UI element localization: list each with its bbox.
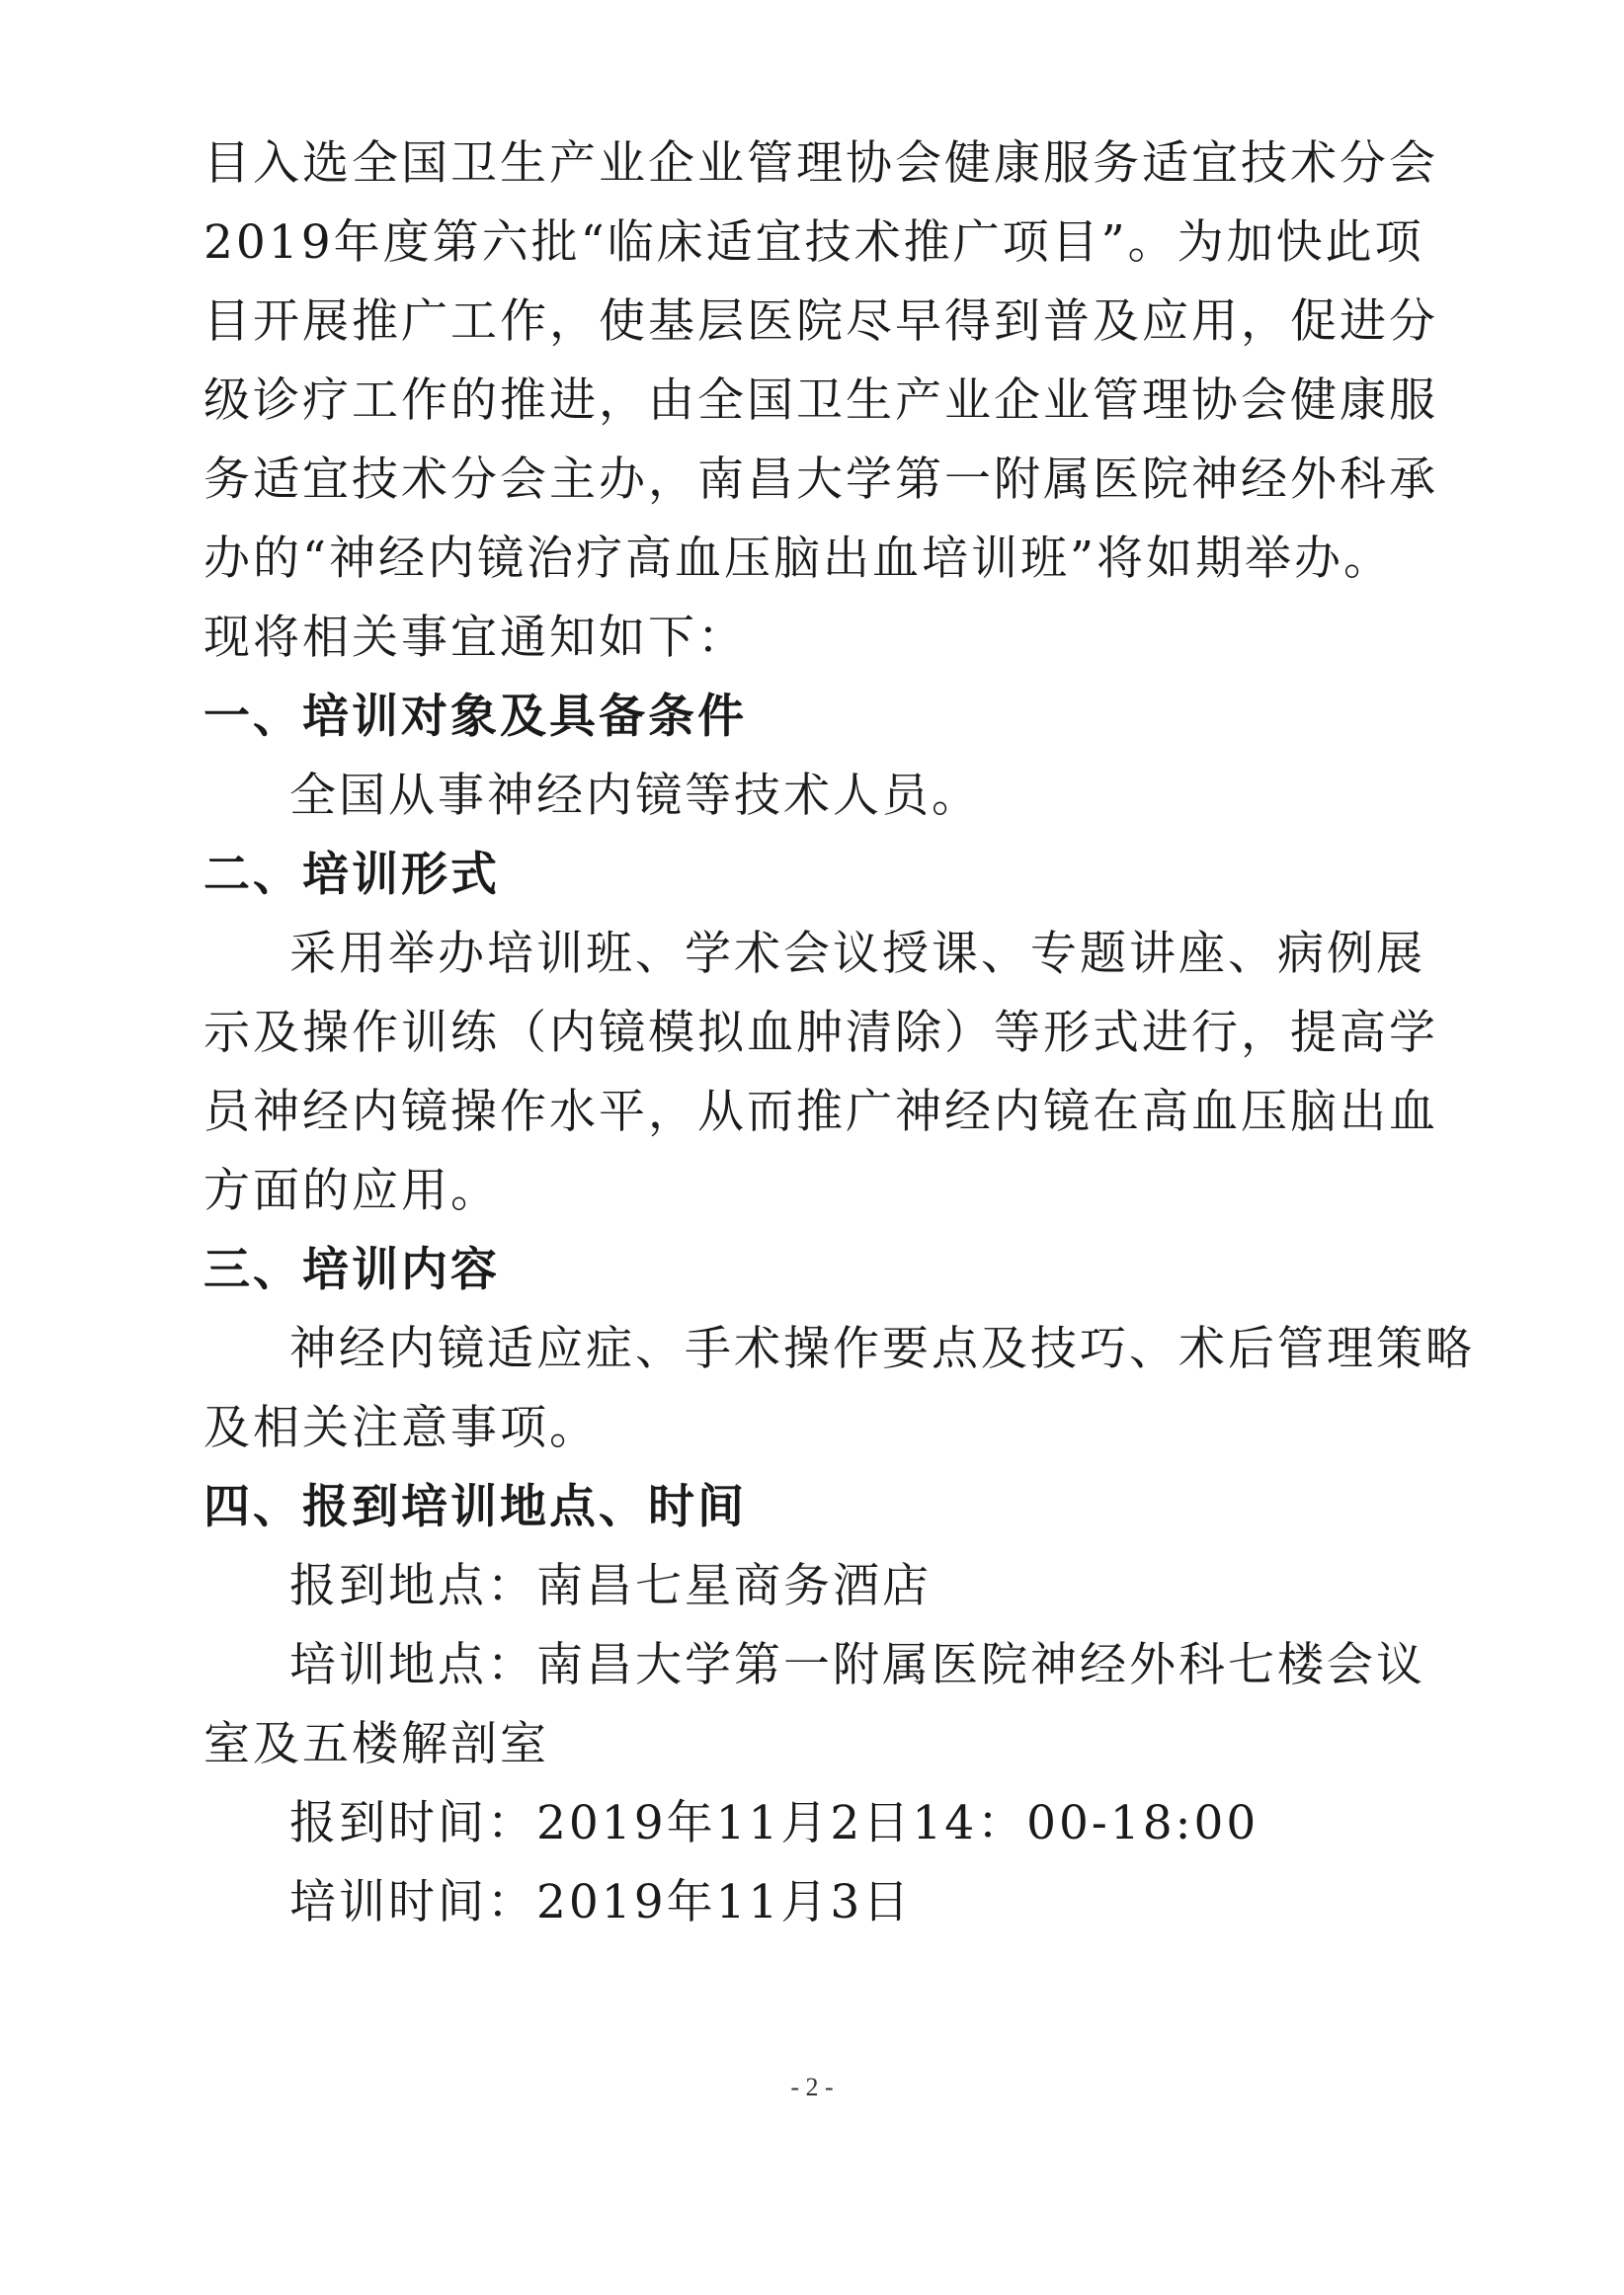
intro-line-3: 目开展推广工作，使基层医院尽早得到普及应用，促进分 [203,294,1438,349]
section-2-line-4: 方面的应用。 [203,1164,500,1218]
page-number: - 2 - [790,2073,834,2101]
section-4-line-1: 报到地点：南昌七星商务酒店 [289,1559,932,1613]
section-3-heading: 三、培训内容 [203,1243,500,1297]
intro-line-2: 2019年度第六批“临床适宜技术推广项目”。为加快此项 [203,215,1424,270]
section-4-line-2: 培训地点：南昌大学第一附属医院神经外科七楼会议 [289,1638,1425,1692]
intro-line-4: 级诊疗工作的推进，由全国卫生产业企业管理协会健康服 [203,373,1438,428]
section-1-line-1: 全国从事神经内镜等技术人员。 [289,769,981,823]
intro-line-1: 目入选全国卫生产业企业管理协会健康服务适宜技术分会 [203,136,1438,191]
section-4-line-3: 室及五楼解剖室 [203,1717,549,1771]
section-1-heading: 一、培训对象及具备条件 [203,690,747,744]
section-4-line-5: 培训时间：2019年11月3日 [289,1875,913,1929]
section-2-line-3: 员神经内镜操作水平，从而推广神经内镜在高血压脑出血 [203,1085,1438,1139]
section-4-heading: 四、报到培训地点、时间 [203,1480,747,1534]
section-3-line-1: 神经内镜适应症、手术操作要点及技巧、术后管理策略 [289,1322,1475,1376]
section-2-line-1: 采用举办培训班、学术会议授课、专题讲座、病例展 [289,927,1425,981]
section-2-line-2: 示及操作训练（内镜模拟血肿清除）等形式进行，提高学 [203,1006,1438,1060]
intro-line-6: 办的“神经内镜治疗高血压脑出血培训班”将如期举办。 [203,532,1394,586]
section-2-heading: 二、培训形式 [203,848,500,902]
section-4-line-4: 报到时间：2019年11月2日14：00-18:00 [289,1796,1259,1850]
intro-line-7: 现将相关事宜通知如下： [203,611,747,665]
intro-line-5: 务适宜技术分会主办，南昌大学第一附属医院神经外科承 [203,452,1438,507]
section-3-line-2: 及相关注意事项。 [203,1401,599,1455]
